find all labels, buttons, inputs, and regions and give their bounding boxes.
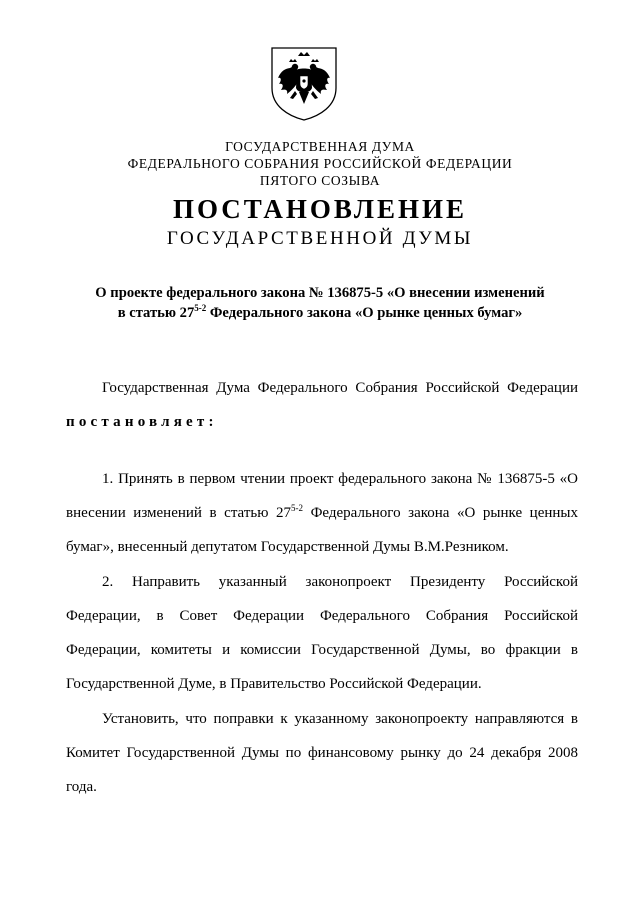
russian-coat-of-arms-icon — [268, 44, 340, 122]
item-1-line-2: внесении изменений в статью 27$^{5-2}$ Федерального закона «О рынке ценных — [66, 503, 578, 521]
item-2-line-4: Государственной Думе, в Правительство Российской Федерации. — [66, 676, 482, 692]
preamble-text: Государственная Дума Федерального Собрания Российской Федерации — [102, 380, 578, 396]
document-subtitle: ГОСУДАРСТВЕННОЙ ДУМЫ — [166, 228, 474, 249]
preamble — [66, 371, 578, 439]
article-superscript: 5-2 — [291, 503, 303, 513]
amendments-paragraph — [66, 702, 578, 804]
item-2-paragraph — [66, 565, 578, 701]
header-line-duma: ГОСУДАРСТВЕННАЯ ДУМА — [225, 139, 415, 154]
article-superscript: 5-2 — [194, 303, 207, 313]
amendments-line-3: года. — [66, 779, 97, 795]
document-title: ПОСТАНОВЛЕНИЕ — [172, 194, 468, 224]
item-1-line-3: бумаг», внесенный депутатом Государственной Думы В.М.Резником. — [66, 539, 509, 555]
item-1-line-1: 1. Принять в первом чтении проект федерального закона № 136875-5 «О — [102, 471, 578, 487]
header-line-federal-assembly: ФЕДЕРАЛЬНОГО СОБРАНИЯ РОССИЙСКОЙ ФЕДЕРАЦИИ — [127, 156, 513, 171]
resolves-word: постановляет: — [66, 414, 218, 430]
subject-line-1: О проекте федерального закона № 136875-5 «О внесении изменений — [95, 285, 545, 301]
amendments-line-1: Установить, что поправки к указанному законопроекту направляются в — [102, 711, 578, 727]
subject-line-2: в статью 27$^{5-2}$ Федерального закона «О рынке ценных бумаг» — [117, 303, 523, 321]
header-line-convocation: ПЯТОГО СОЗЫВА — [259, 173, 381, 188]
amendments-line-2: Комитет Государственной Думы по финансовому рынку до 24 декабря 2008 — [66, 745, 578, 761]
item-2-line-1: 2. Направить указанный законопроект Президенту Российской — [102, 574, 578, 590]
item-1-paragraph — [66, 462, 578, 564]
item-2-line-3: Федерации, комитеты и комиссии Государственной Думы, во фракции в — [66, 642, 578, 658]
item-2-line-2: Федерации, в Совет Федерации Федерального Собрания Российской — [66, 608, 578, 624]
